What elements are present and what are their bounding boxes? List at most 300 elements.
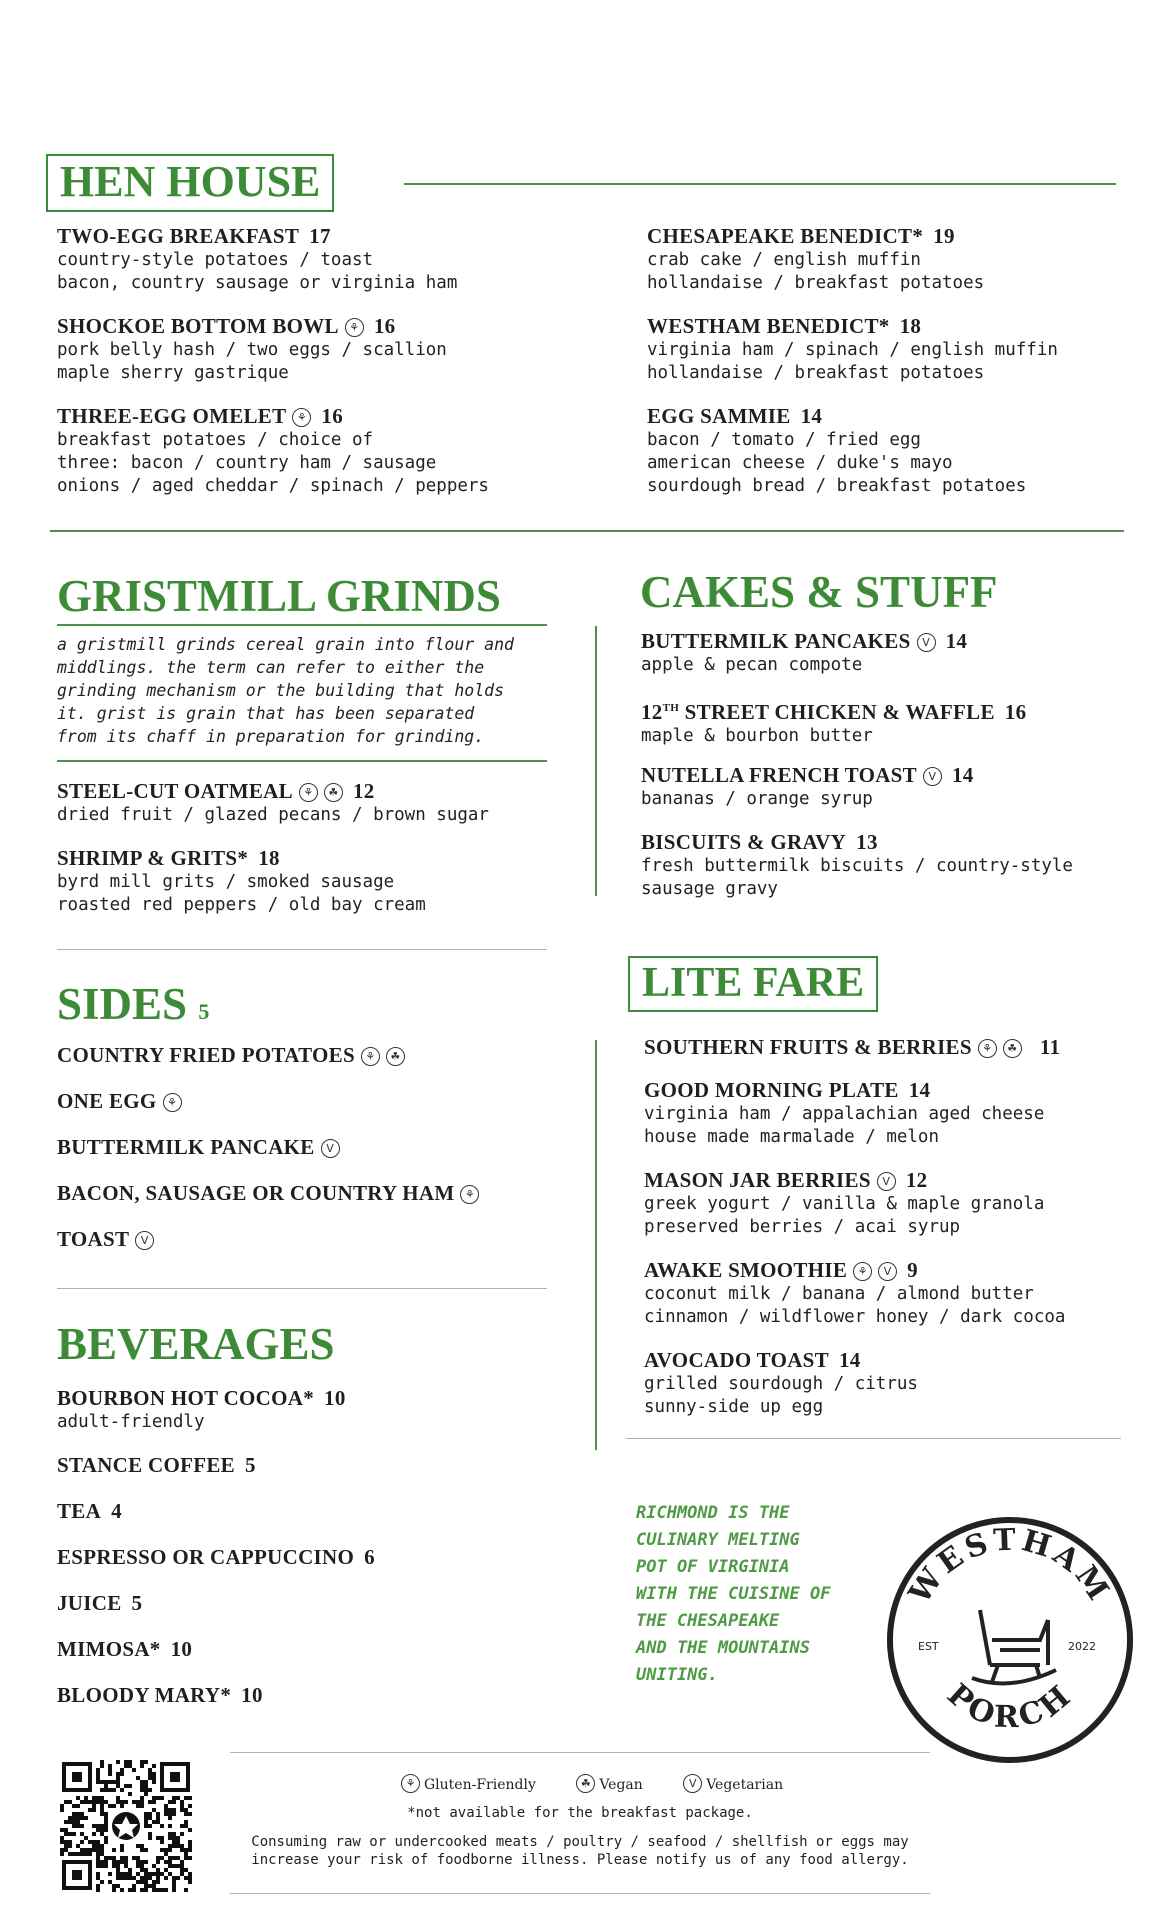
qr-module <box>156 1856 160 1860</box>
leaf-icon: ☘ <box>386 1047 405 1066</box>
item-desc: pork belly hash / two eggs / scallion maple sherry gastrique <box>57 340 447 383</box>
qr-module <box>152 1776 156 1780</box>
qr-module <box>160 1836 164 1840</box>
qr-module <box>116 1760 120 1764</box>
item-name: BOURBON HOT COCOA* <box>57 1386 315 1410</box>
qr-module <box>136 1844 140 1848</box>
qr-module <box>172 1876 176 1880</box>
gristmill-intro: a gristmill grinds cereal grain into flour and middlings. the term can refer to either the grinding mechanism or the building that holds it. grist is grain that has been separated from its chaff in preparation for grinding. <box>57 635 514 746</box>
item-price: 12 <box>352 779 375 803</box>
wheat-icon: ⚘ <box>163 1093 182 1112</box>
v-icon: V <box>135 1231 154 1250</box>
qr-module <box>144 1880 148 1884</box>
qr-module <box>120 1772 124 1776</box>
qr-module <box>152 1764 156 1768</box>
item-name: EGG SAMMIE <box>647 404 791 428</box>
qr-module <box>152 1772 156 1776</box>
v-icon: V <box>878 1262 897 1281</box>
rocking-chair-icon <box>972 1610 1056 1683</box>
qr-module <box>180 1872 184 1876</box>
qr-module <box>152 1864 156 1868</box>
qr-module <box>180 1844 184 1848</box>
qr-module <box>68 1816 72 1820</box>
item-price: 11 <box>1039 1035 1061 1059</box>
qr-module <box>116 1868 120 1872</box>
qr-module <box>64 1828 68 1832</box>
qr-module <box>168 1856 172 1860</box>
qr-module <box>136 1804 140 1808</box>
item-name: SOUTHERN FRUITS & BERRIES <box>644 1035 972 1059</box>
qr-module <box>124 1856 128 1860</box>
qr-module <box>152 1796 156 1800</box>
qr-module <box>60 1808 64 1812</box>
v-icon: V <box>683 1774 702 1793</box>
qr-module <box>184 1820 188 1824</box>
v-icon: V <box>877 1172 896 1191</box>
qr-module <box>84 1836 88 1840</box>
menu-item <box>57 845 557 917</box>
qr-module <box>124 1864 128 1868</box>
qr-module <box>168 1860 172 1864</box>
qr-module <box>168 1832 172 1836</box>
qr-module <box>132 1800 136 1804</box>
menu-item <box>641 762 1141 811</box>
qr-module <box>152 1800 156 1804</box>
qr-module <box>116 1780 120 1784</box>
divider <box>626 1438 1121 1439</box>
qr-module <box>108 1768 112 1772</box>
qr-module <box>184 1856 188 1860</box>
qr-module <box>92 1832 96 1836</box>
qr-module <box>104 1800 108 1804</box>
qr-module <box>140 1780 144 1784</box>
item-name: COUNTRY FRIED POTATOES <box>57 1043 355 1067</box>
qr-module <box>168 1824 172 1828</box>
qr-module <box>96 1856 100 1860</box>
qr-module <box>100 1800 104 1804</box>
qr-module <box>112 1780 116 1784</box>
item-desc: bacon / tomato / fried egg american cheese / duke's mayo sourdough bread / breakfast potatoes <box>647 430 1027 496</box>
v-icon: V <box>923 767 942 786</box>
menu-item <box>644 1167 1144 1239</box>
qr-module <box>116 1872 120 1876</box>
qr-module <box>156 1868 160 1872</box>
qr-module <box>96 1884 100 1888</box>
qr-module <box>188 1872 192 1876</box>
qr-module <box>140 1860 144 1864</box>
qr-module <box>116 1864 120 1868</box>
qr-module <box>76 1804 80 1808</box>
item-desc: coconut milk / banana / almond butter cinnamon / wildflower honey / dark cocoa <box>644 1284 1066 1327</box>
item-name: SHOCKOE BOTTOM BOWL <box>57 314 339 338</box>
qr-module <box>144 1780 148 1784</box>
qr-module <box>160 1796 164 1800</box>
qr-module <box>188 1880 192 1884</box>
qr-module <box>80 1840 84 1844</box>
side-item <box>57 1043 405 1068</box>
qr-module <box>180 1808 184 1812</box>
menu-item <box>57 1591 142 1616</box>
item-price: 4 <box>111 1499 122 1523</box>
item-price: 10 <box>324 1386 346 1410</box>
qr-module <box>100 1780 104 1784</box>
qr-module <box>172 1864 176 1868</box>
qr-module <box>96 1848 100 1852</box>
qr-module <box>104 1828 108 1832</box>
item-price: 19 <box>933 224 955 248</box>
qr-module <box>180 1800 184 1804</box>
qr-module <box>176 1844 180 1848</box>
qr-module <box>76 1812 80 1816</box>
qr-module <box>120 1872 124 1876</box>
qr-module <box>148 1812 152 1816</box>
v-icon: V <box>321 1139 340 1158</box>
qr-module <box>172 1844 176 1848</box>
qr-module <box>148 1884 152 1888</box>
qr-module <box>144 1868 148 1872</box>
qr-module <box>116 1884 120 1888</box>
qr-module <box>96 1768 100 1772</box>
divider <box>404 183 1116 185</box>
qr-module <box>176 1796 180 1800</box>
qr-module <box>124 1860 128 1864</box>
qr-module <box>188 1844 192 1848</box>
qr-module <box>180 1864 184 1868</box>
wheat-icon: ⚘ <box>299 783 318 802</box>
qr-module <box>160 1824 164 1828</box>
qr-module <box>104 1864 108 1868</box>
qr-module <box>176 1864 180 1868</box>
qr-module <box>128 1784 132 1788</box>
qr-module <box>188 1796 192 1800</box>
qr-module <box>100 1824 104 1828</box>
qr-module <box>96 1888 100 1892</box>
qr-module <box>160 1848 164 1852</box>
qr-module <box>96 1864 100 1868</box>
item-name: WESTHAM BENEDICT* <box>647 314 890 338</box>
qr-module <box>152 1780 156 1784</box>
wheat-icon: ⚘ <box>401 1774 420 1793</box>
qr-module <box>144 1884 148 1888</box>
qr-module <box>156 1872 160 1876</box>
item-price: 17 <box>309 224 331 248</box>
qr-module <box>76 1820 80 1824</box>
qr-module <box>96 1844 100 1848</box>
qr-module <box>96 1800 100 1804</box>
qr-module <box>120 1888 124 1892</box>
qr-module <box>96 1852 100 1856</box>
qr-module <box>68 1840 72 1844</box>
item-desc: greek yogurt / vanilla & maple granola preserved berries / acai syrup <box>644 1194 1045 1237</box>
westham-porch-logo <box>880 1510 1140 1770</box>
qr-module <box>80 1816 84 1820</box>
sides-heading <box>57 979 210 1029</box>
qr-module <box>152 1888 156 1892</box>
item-desc: adult-friendly <box>57 1412 205 1432</box>
qr-module <box>84 1800 88 1804</box>
qr-module <box>68 1820 72 1824</box>
qr-module <box>172 1836 176 1840</box>
item-name: AVOCADO TOAST <box>644 1348 829 1372</box>
qr-module <box>148 1836 152 1840</box>
item-name: SHRIMP & GRITS* <box>57 846 249 870</box>
qr-module <box>136 1800 140 1804</box>
qr-module <box>64 1820 68 1824</box>
item-desc: byrd mill grits / smoked sausage roasted red peppers / old bay cream <box>57 872 426 915</box>
item-price: 16 <box>373 314 396 338</box>
qr-module <box>124 1784 128 1788</box>
qr-module <box>120 1876 124 1880</box>
item-desc: virginia ham / spinach / english muffin hollandaise / breakfast potatoes <box>647 340 1058 383</box>
qr-module <box>92 1844 96 1848</box>
divider <box>595 626 597 896</box>
qr-module <box>168 1816 172 1820</box>
qr-module <box>104 1816 108 1820</box>
qr-module <box>160 1888 164 1892</box>
item-name: THREE-EGG OMELET <box>57 404 287 428</box>
qr-module <box>132 1888 136 1892</box>
footnote: *not available for the breakfast package. <box>407 1805 753 1821</box>
menu-item <box>57 778 557 827</box>
qr-module <box>140 1760 144 1764</box>
logo-year: 2022 <box>1068 1640 1096 1653</box>
qr-module <box>136 1860 140 1864</box>
leaf-icon: ☘ <box>324 783 343 802</box>
lite-fare-heading <box>628 956 878 1012</box>
qr-module <box>76 1816 80 1820</box>
qr-module <box>88 1848 92 1852</box>
menu-item <box>57 1453 256 1478</box>
qr-module <box>148 1768 152 1772</box>
qr-module <box>96 1776 100 1780</box>
qr-module <box>72 1832 76 1836</box>
qr-module <box>120 1788 124 1792</box>
item-price: 5 <box>244 1453 256 1477</box>
qr-module <box>168 1864 172 1868</box>
item-price: 6 <box>364 1545 375 1569</box>
qr-module <box>172 1812 176 1816</box>
qr-module <box>140 1888 144 1892</box>
qr-module <box>128 1764 132 1768</box>
qr-module <box>144 1820 148 1824</box>
qr-module <box>92 1808 96 1812</box>
qr-module <box>112 1888 116 1892</box>
qr-module <box>100 1880 104 1884</box>
item-name: ONE EGG <box>57 1089 157 1113</box>
menu-item <box>57 1683 263 1708</box>
qr-module <box>156 1836 160 1840</box>
qr-module <box>76 1824 80 1828</box>
logo-top-text: WESTHAM <box>902 1522 1118 1610</box>
qr-module <box>100 1848 104 1852</box>
qr-module <box>92 1824 96 1828</box>
qr-module <box>68 1800 72 1804</box>
qr-module <box>172 1888 176 1892</box>
menu-item <box>647 313 1147 385</box>
item-name: STANCE COFFEE <box>57 1453 235 1477</box>
qr-module <box>144 1784 148 1788</box>
menu-item <box>647 223 1147 295</box>
qr-module <box>88 1808 92 1812</box>
item-name: CHESAPEAKE BENEDICT* <box>647 224 924 248</box>
qr-module <box>112 1860 116 1864</box>
qr-module <box>60 1852 64 1856</box>
qr-module <box>64 1832 68 1836</box>
qr-module <box>116 1860 120 1864</box>
qr-module <box>128 1888 132 1892</box>
qr-module <box>172 1840 176 1844</box>
qr-module <box>108 1788 112 1792</box>
side-item <box>57 1135 340 1160</box>
qr-module <box>68 1852 72 1856</box>
qr-module <box>164 1808 168 1812</box>
menu-item <box>644 1347 1144 1419</box>
tagline: RICHMOND IS THE CULINARY MELTING POT OF VIRGINIA WITH THE CUISINE OF THE CHESAPEAKE AND THE MOUNTAINS UNITING. <box>636 1503 831 1685</box>
qr-module <box>136 1880 140 1884</box>
qr-module <box>144 1888 148 1892</box>
qr-module <box>156 1860 160 1864</box>
allergy-notice: Consuming raw or undercooked meats / poultry / seafood / shellfish or eggs may increase your risk of foodborne illness. Please notify us of any food allergy. <box>251 1834 909 1868</box>
qr-module <box>156 1820 160 1824</box>
qr-module <box>144 1788 148 1792</box>
qr-module <box>136 1864 140 1868</box>
qr-module <box>88 1852 92 1856</box>
qr-module <box>148 1788 152 1792</box>
menu-item <box>647 403 1147 498</box>
qr-module <box>72 1820 76 1824</box>
qr-module <box>120 1856 124 1860</box>
qr-module <box>120 1804 124 1808</box>
divider <box>57 1288 547 1289</box>
qr-module <box>160 1856 164 1860</box>
qr-module <box>120 1844 124 1848</box>
qr-module <box>168 1808 172 1812</box>
wheat-icon: ⚘ <box>460 1185 479 1204</box>
item-desc: fresh buttermilk biscuits / country-style sausage gravy <box>641 856 1073 899</box>
qr-module <box>148 1776 152 1780</box>
qr-module <box>80 1848 84 1852</box>
qr-module <box>60 1848 64 1852</box>
item-name: TOAST <box>57 1227 130 1251</box>
qr-module <box>80 1812 84 1816</box>
qr-module <box>184 1808 188 1812</box>
item-desc: maple & bourbon butter <box>641 726 873 746</box>
qr-module <box>112 1804 116 1808</box>
qr-module <box>124 1876 128 1880</box>
qr-module <box>96 1860 100 1864</box>
qr-module <box>152 1820 156 1824</box>
legend-vegetarian: V Vegetarian <box>683 1777 783 1793</box>
qr-module <box>188 1840 192 1844</box>
item-name: NUTELLA FRENCH TOAST <box>641 763 917 787</box>
qr-module <box>164 1812 168 1816</box>
qr-module <box>108 1764 112 1768</box>
qr-module <box>144 1816 148 1820</box>
qr-module <box>104 1836 108 1840</box>
qr-module <box>96 1828 100 1832</box>
qr-module <box>164 1860 168 1864</box>
qr-module <box>140 1784 144 1788</box>
item-price: 14 <box>838 1348 861 1372</box>
leaf-icon: ☘ <box>1003 1039 1022 1058</box>
legend-gf: ⚘ Gluten-Friendly <box>401 1777 536 1793</box>
item-name: AWAKE SMOOTHIE <box>644 1258 848 1282</box>
qr-module <box>104 1812 108 1816</box>
qr-module <box>172 1880 176 1884</box>
qr-module <box>100 1788 104 1792</box>
qr-module <box>180 1868 184 1872</box>
qr-module <box>148 1824 152 1828</box>
qr-module <box>176 1836 180 1840</box>
qr-module <box>164 1848 168 1852</box>
superscript: TH <box>662 702 680 714</box>
qr-module <box>124 1800 128 1804</box>
qr-module <box>184 1812 188 1816</box>
qr-module <box>176 1856 180 1860</box>
qr-module <box>72 1812 76 1816</box>
divider <box>230 1752 930 1753</box>
item-name: STEEL-CUT OATMEAL <box>57 779 293 803</box>
qr-module <box>116 1784 120 1788</box>
qr-module <box>164 1876 168 1880</box>
qr-code[interactable] <box>60 1760 192 1892</box>
qr-module <box>180 1848 184 1852</box>
qr-module <box>188 1848 192 1852</box>
item-name: STREET CHICKEN & WAFFLE <box>684 700 995 724</box>
qr-module <box>96 1824 100 1828</box>
qr-module <box>104 1860 108 1864</box>
menu-item <box>57 1499 122 1524</box>
qr-module <box>132 1884 136 1888</box>
qr-module <box>76 1796 80 1800</box>
menu-item <box>644 1257 1144 1329</box>
hen-house-title: HEN HOUSE <box>60 157 321 206</box>
item-price: 13 <box>856 830 878 854</box>
qr-module <box>120 1800 124 1804</box>
qr-module <box>128 1792 132 1796</box>
wheat-icon: ⚘ <box>361 1047 380 1066</box>
wheat-icon: ⚘ <box>345 318 364 337</box>
qr-module <box>64 1844 68 1848</box>
qr-module <box>96 1780 100 1784</box>
qr-module <box>160 1872 164 1876</box>
qr-module <box>184 1852 188 1856</box>
qr-module <box>112 1788 116 1792</box>
qr-module <box>184 1848 188 1852</box>
qr-module <box>116 1800 120 1804</box>
qr-module <box>176 1840 180 1844</box>
qr-module <box>168 1872 172 1876</box>
qr-module <box>188 1804 192 1808</box>
qr-module <box>100 1864 104 1868</box>
qr-module <box>148 1772 152 1776</box>
qr-module <box>68 1832 72 1836</box>
qr-module <box>64 1848 68 1852</box>
qr-module <box>132 1856 136 1860</box>
gristmill-title: GRISTMILL GRINDS <box>57 571 501 621</box>
side-item <box>57 1089 182 1114</box>
qr-module <box>100 1844 104 1848</box>
menu-item <box>57 313 557 385</box>
qr-module <box>148 1816 152 1820</box>
qr-module <box>104 1840 108 1844</box>
qr-module <box>120 1768 124 1772</box>
qr-module <box>180 1860 184 1864</box>
qr-module <box>168 1836 172 1840</box>
lite-fare-title: LITE FARE <box>642 960 865 1006</box>
qr-module <box>124 1764 128 1768</box>
qr-module <box>100 1828 104 1832</box>
